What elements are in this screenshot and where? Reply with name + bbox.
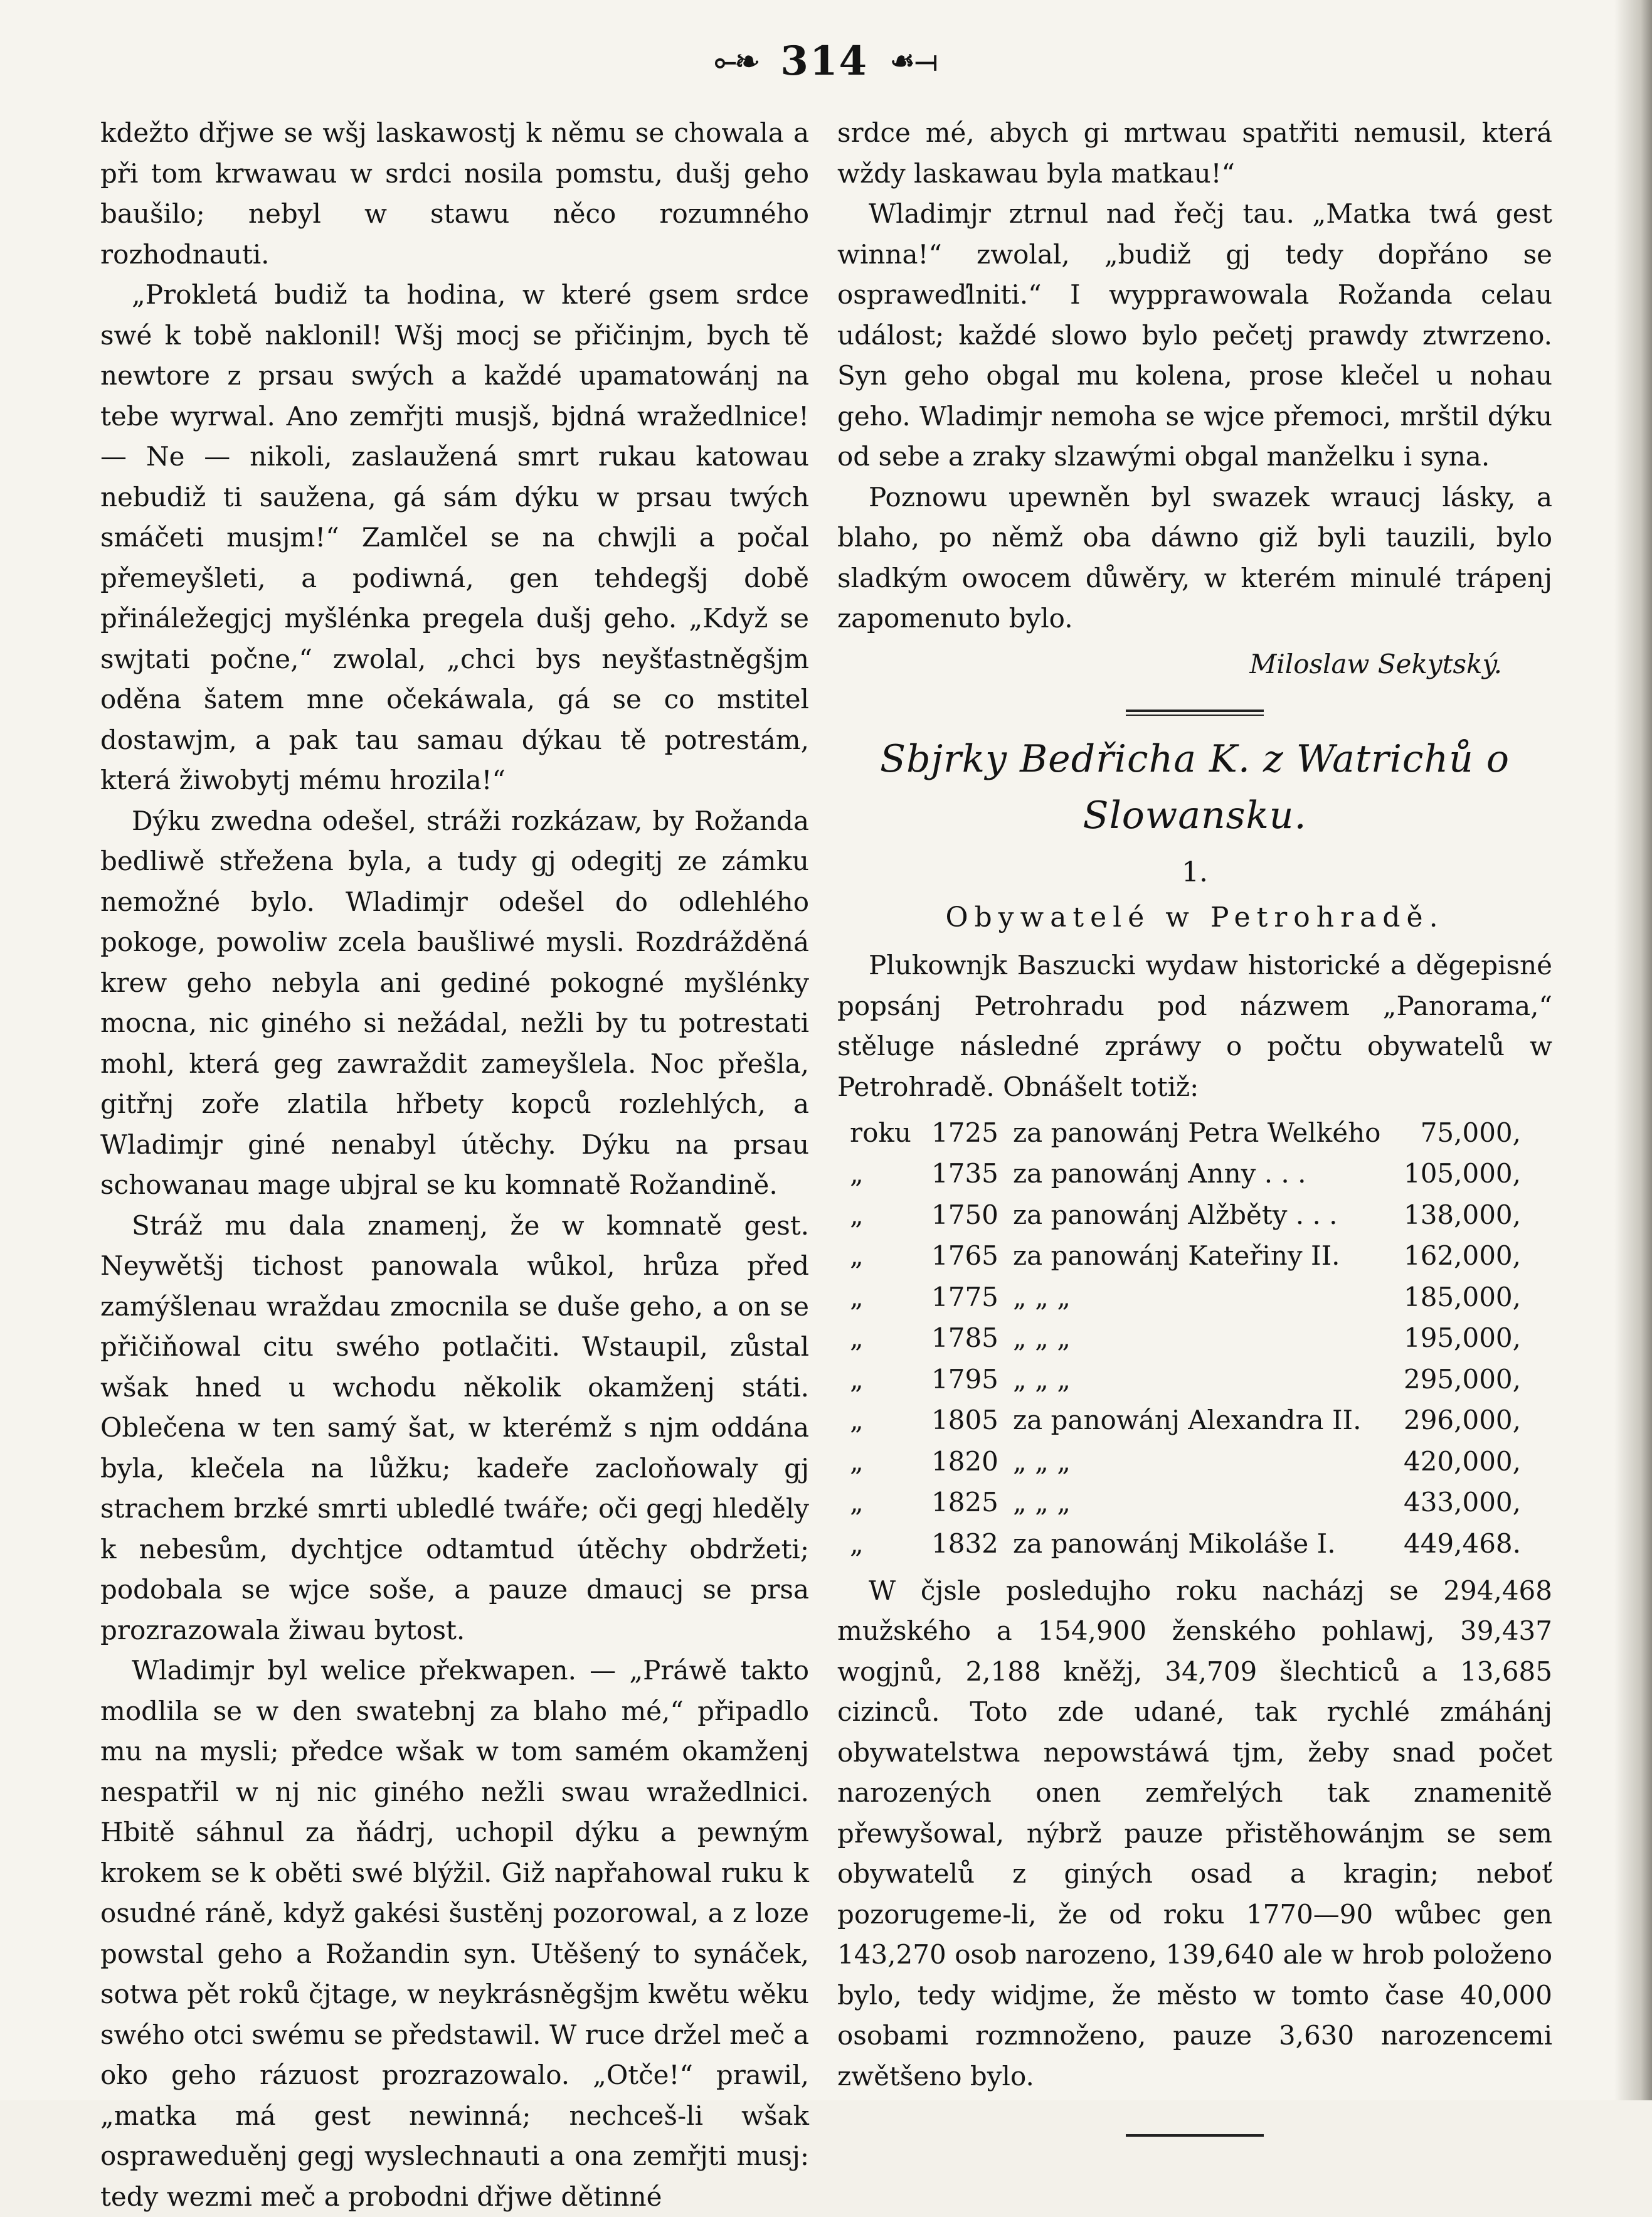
table-row — [850, 1523, 1521, 1565]
row-year: 1820 — [931, 1445, 998, 1477]
row-reign: „ „ „ — [1013, 1487, 1071, 1518]
row-reign: za panowánj Petra Welkého — [1013, 1117, 1381, 1148]
table-row — [850, 1400, 1521, 1442]
closing-paragraph: W čjsle posledujho roku nacházj se 294,468 mužského a 154,900 ženského pohlawj, 39,437 wogjnů, 2,188 kněžj, 34,709 šlechticů a 13,685 cizinců. Toto zde udané, tak rychlé zmáhánj obywatelstwa nepowstáwá tjm, žeby snad počet narozených onen zemřelých tak znamenitě přewyšowal, nýbrž pauze přistěhowánjm se sem obywatelů z giných osad a kragin; neboť pozorugeme-li, že od roku 1770—90 wůbec gen 143,270 osob narozeno, 139,640 ale w hrob položeno bylo, tedy widjme, že město w tomto čase 40,000 osobami rozmnoženo, pauze 3,630 narozencemi zwětšeno bylo. — [837, 1575, 1552, 2092]
paragraph: Dýku zwedna odešel, stráži rozkázaw, by Rožanda bedliwě střežena byla, a tudy gj odegitj ze zámku nemožné bylo. Wladimjr odešel do odlehlého pokoge, powoliw zcela baušliwé mysli. Rozdrážděná krew geho nebyla ani gediné pokogné myšlénky mocna, nic giného si nežádal, nežli by tu potrestati mohl, která geg zawraždit zameyšlela. Noc přešla, gitřnj zoře zlatila hřbety kopců rozlehlých, a Wladimjr giné nenabyl útěchy. Dýku na prsau schowanau mage ubjral se ku komnatě Rožandině. — [100, 805, 809, 1200]
section-divider — [1126, 710, 1264, 712]
population-table — [850, 1112, 1521, 1565]
row-prefix: „ — [850, 1199, 864, 1230]
section-number: 1. — [1182, 856, 1208, 888]
row-population: 433,000, — [1403, 1487, 1521, 1518]
row-year: 1795 — [931, 1363, 998, 1395]
row-reign: „ „ „ — [1013, 1322, 1071, 1353]
paragraph: Stráž mu dala znamenj, že w komnatě gest. Neywětšj tichost panowala wůkol, hrůza před zamýšlenau wraždau zmocnila se duše geho, a on se přičiňowal citu swého potlačiti. Wstaupil, zůstal wšak hned u wchodu několik okamženj státi. Oblečena w ten samý šat, w kterémž s njm oddána byla, klečela na lůžku; kadeře zacloňowaly gj strachem brzké smrti ubledlé twáře; oči gegj hleděly k nebesům, dychtjce odtamtud útěchy obdržeti; podobala se wjce soše, a pauze dmaucj se prsa prozrazowala žiwau bytost. — [100, 1210, 809, 1645]
row-prefix: „ — [850, 1487, 864, 1518]
paragraph: „Prokletá budiž ta hodina, w které gsem srdce swé k tobě naklonil! Wšj mocj se přičinjm, bych tě newtore z prsau swých a každé upamatowánj na tebe wyrwal. Ano zemřjti musjš, bjdná wražedlnice! — Ne — nikoli, zaslaužená smrt rukau katowau nebudiž ti saužena, gá sám dýku w prsau twých smáčeti musjm!“ Zamlčel se na chwjli a počal přemeyšleti, a podiwná, gen tehdegšj době přináležegjcj myšlénka pregela dušj geho. „Když se swjtati počne,“ zwolal, „chci bys neyšťastněgšjm oděna šatem mne očekáwala, gá se co mstitel dostawjm, a pak tau samau dýkau tě potrestám, která žiwobytj mému hrozila!“ — [100, 279, 809, 795]
row-year: 1750 — [931, 1199, 998, 1230]
table-row — [850, 1236, 1521, 1277]
left-column — [100, 113, 809, 2217]
table-row — [850, 1112, 1521, 1154]
row-prefix: „ — [850, 1240, 864, 1271]
row-population: 449,468. — [1403, 1528, 1521, 1559]
paragraph: Wladimjr ztrnul nad řečj tau. „Matka twá gest winna!“ zwolal, „budiž gj tedy dopřáno se ospraweďlniti.“ I wypprawowala Rožanda celau událost; každé slowo bylo pečetj prawdy ztwrzeno. Syn geho obgal mu kolena, prose klečel u nohau geho. Wladimjr nemoha se wjce přemoci, mrštil dýku od sebe a zraky slzawými obgal manželku i syna. — [837, 198, 1552, 472]
row-population: 295,000, — [1403, 1363, 1521, 1395]
table-row — [850, 1318, 1521, 1359]
end-divider — [1126, 2134, 1264, 2137]
table-row — [850, 1194, 1521, 1236]
paragraph: Wladimjr byl welice překwapen. — „Práwě takto modlila se w den swatebnj za blaho mé,“ připadlo mu na mysli; předce wšak w tom samém okamženj nespatřil w nj nic giného nežli swau wražedlnici. Hbitě sáhnul za ňádrj, uchopil dýku a pewným krokem se k oběti swé blýžil. Giž napřahowal ruku k osudné ráně, když gakési šustěnj pozorowal, a z loze powstal geho a Rožandin syn. Utěšený to synáček, sotwa pět roků čjtage, w neykrásněgšjm kwětu wěku swého otci swému se předstawil. W ruce držel meč a oko geho rázuost prozrazowalo. „Otče!“ prawil, „matka má gest newinná; nechceš-li wšak ospraweduěnj gegj wyslechnauti a ona zemřjti musj: tedy wezmi meč a probodni dřjwe dětinné — [100, 1655, 809, 2212]
row-reign: „ „ „ — [1013, 1445, 1071, 1477]
right-column — [837, 113, 1552, 2137]
row-year: 1832 — [931, 1528, 998, 1559]
paragraph: Poznowu upewněn byl swazek wraucj lásky, a blaho, po němž oba dáwno giž byli tauzili, bylo sladkým owocem důwěry, w kterém minulé trápenj zapomenuto bylo. — [837, 481, 1552, 634]
table-row — [850, 1482, 1521, 1524]
page-number: 314 — [780, 38, 869, 85]
row-prefix: „ — [850, 1363, 864, 1395]
row-year: 1805 — [931, 1405, 998, 1435]
article-subtitle: Obywatelé w Petrohradě. — [945, 901, 1444, 933]
row-year: 1825 — [931, 1487, 998, 1518]
row-year: 1725 — [931, 1117, 998, 1148]
table-row — [850, 1154, 1521, 1195]
row-year: 1785 — [931, 1322, 998, 1353]
row-reign: za panowánj Mikoláše I. — [1013, 1528, 1336, 1559]
row-population: 105,000, — [1403, 1158, 1521, 1189]
author-signature: Miloslaw Sekytský. — [1249, 648, 1502, 679]
page-edge — [1614, 0, 1652, 2100]
row-population: 138,000, — [1403, 1199, 1521, 1230]
row-prefix: „ — [850, 1528, 864, 1559]
row-reign: za panowánj Alžběty . . . — [1013, 1199, 1338, 1230]
row-population: 162,000, — [1403, 1240, 1521, 1271]
row-population: 185,000, — [1403, 1281, 1521, 1312]
intro-paragraph: Plukownjk Baszucki wydaw historické a děgepisné popsánj Petrohradu pod názwem „Panorama,“ stěluge následné zpráwy o počtu obywatelů w Petrohradě. Obnášelt totiž: — [837, 950, 1552, 1102]
row-reign: za panowánj Kateřiny II. — [1013, 1240, 1340, 1271]
paragraph: srdce mé, abych gi mrtwau spatřiti nemusil, která wždy laskawau byla matkau!“ — [837, 117, 1552, 189]
row-reign: „ „ „ — [1013, 1363, 1071, 1395]
row-reign: za panowánj Alexandra II. — [1013, 1405, 1362, 1435]
ornament-right-icon: ☙⟞ — [890, 45, 938, 77]
table-row — [850, 1359, 1521, 1400]
row-population: 420,000, — [1403, 1445, 1521, 1477]
table-row — [850, 1441, 1521, 1482]
row-prefix: „ — [850, 1158, 864, 1189]
row-prefix: „ — [850, 1322, 864, 1353]
row-population: 296,000, — [1403, 1405, 1521, 1435]
ornament-left-icon: ⟜❧ — [714, 45, 759, 77]
row-prefix: „ — [850, 1445, 864, 1477]
page-header — [0, 38, 1652, 94]
row-population: 75,000, — [1420, 1117, 1521, 1148]
row-year: 1775 — [931, 1281, 998, 1312]
row-reign: za panowánj Anny . . . — [1013, 1158, 1306, 1189]
row-year: 1765 — [931, 1240, 998, 1271]
paragraph: kdežto dřjwe se wšj laskawostj k němu se chowala a při tom krwawau w srdci nosila pomstu, dušj geho baušilo; nebyl w stawu něco rozumného rozhodnauti. — [100, 117, 809, 270]
table-row — [850, 1277, 1521, 1318]
row-population: 195,000, — [1403, 1322, 1521, 1353]
row-prefix: „ — [850, 1281, 864, 1312]
row-year: 1735 — [931, 1158, 998, 1189]
row-reign: „ „ „ — [1013, 1281, 1071, 1312]
row-prefix: „ — [850, 1405, 864, 1435]
section-title: Sbjrky Bedřicha K. z Watrichů o Slowansku. — [879, 737, 1510, 837]
row-prefix: roku — [850, 1117, 911, 1148]
